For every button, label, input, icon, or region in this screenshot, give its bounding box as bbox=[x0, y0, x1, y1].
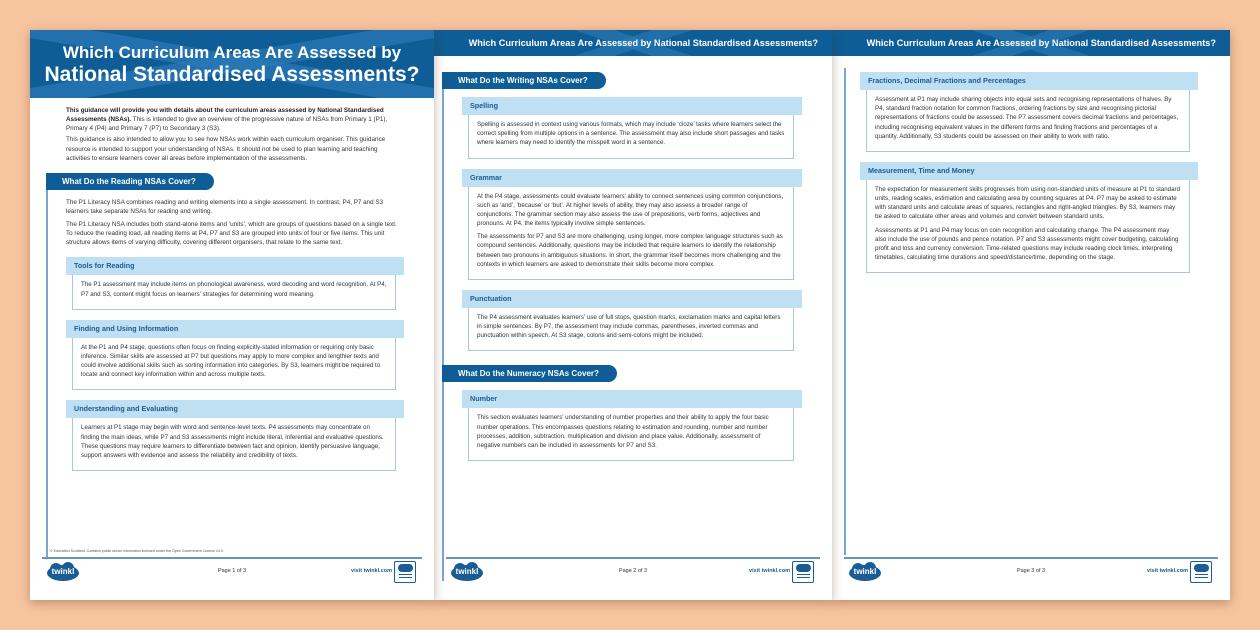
subsection-finding-and-using-information: Finding and Using Information At the P1 and P4 stage, questions often focus on finding explicitly-stated information or requiring only basic inference. Similar skills are assessed at P7 but questions may apply to more complex and lengthier texts and could involve additional skills such as sorting information into categories. By S3, learners might be required to locate and connect key information within and across multiple texts. bbox=[66, 320, 404, 391]
section-rule bbox=[442, 87, 444, 581]
website-link[interactable]: visit twinkl.com bbox=[1147, 568, 1188, 574]
quality-badge-icon bbox=[792, 561, 814, 583]
twinkl-logo[interactable]: twinkl bbox=[450, 562, 484, 582]
subsection-title: Measurement, Time and Money bbox=[860, 162, 1198, 180]
section-rule bbox=[844, 68, 846, 555]
subsection-tools-for-reading: Tools for Reading The P1 assessment may include items on phonological awareness, word decoding and word recognition. At P4, P7 and S3, content might focus on learners’ strategies for determining word meaning. bbox=[66, 257, 404, 309]
subsection-grammar: Grammar At the P4 stage, assessments could evaluate learners’ ability to connect sentences using common conjunctions, such as ‘and’, ‘because’ or ‘but’. At higher levels of ability, they may also assess a broader range of conjunctions. The grammar section may also assess the use of prepositions, verb forms, adjectives and pronouns. At P4, the items typically involve simple sentences. The assessments for P7 and S3 are more challenging, using longer, more complex language structures such as compound sentences. Additionally, questions may be included that require learners to identify the relationship between two pronouns in ambiguous situations. In short, the grammar itself becomes more challenging and the contexts in which learners are asked to demonstrate their skills become more complex. bbox=[462, 169, 802, 280]
numeracy-section-continued bbox=[844, 68, 1230, 273]
subsection-title: Grammar bbox=[462, 169, 802, 187]
subsection-title: Spelling bbox=[462, 97, 802, 115]
subsection-punctuation: Punctuation The P4 assessment evaluates learners’ use of full stops, question marks, exclamation marks and capital letters in simple sentences. By P7, the assessment may include commas, parentheses, inverted commas and punctuation within speech. At S3 stage, colons and semi-colons might be included. bbox=[462, 290, 802, 352]
section-heading: What Do the Writing NSAs Cover? bbox=[442, 72, 606, 89]
page-number: Page 2 of 3 bbox=[618, 568, 648, 574]
page-footer bbox=[434, 560, 832, 586]
writing-section bbox=[442, 70, 832, 461]
section-heading: What Do the Reading NSAs Cover? bbox=[46, 173, 214, 190]
section-rule bbox=[46, 188, 48, 558]
title-strip bbox=[832, 30, 1230, 56]
title-strip bbox=[434, 30, 832, 56]
subsection-understanding-and-evaluating: Understanding and Evaluating Learners at P1 stage may begin with word and sentence-level texts. P4 assessments may concentrate on finding the main ideas, while P7 and S3 assessments might include literal, inferential and evaluative questions. These questions may require learners to differentiate between fact and opinion, identify persuasive language, support answers with evidence and assess the reliability and credibility of texts. bbox=[66, 400, 404, 471]
subsection-fractions: Fractions, Decimal Fractions and Percentages Assessment at P1 may include sharing objects into equal sets and recognising representations of halves. By P4, standard fraction notation for common fractions, ordering fractions by size and recognising pictorial representations of fractions could be assessed. The P7 assessment covers decimal fractions and percentages, including recognising equivalent values in the different forms and finding fractions and percentages of a quantity. Additionally, S3 students could be assessed on their ability to work with ratio. bbox=[860, 72, 1198, 152]
document-title: Which Curriculum Areas Are Assessed by National Standardised Assessments? bbox=[468, 38, 818, 48]
page-number: Page 1 of 3 bbox=[217, 568, 247, 574]
page-footer bbox=[30, 560, 434, 586]
section-heading: What Do the Numeracy NSAs Cover? bbox=[442, 365, 617, 382]
twinkl-logo[interactable]: twinkl bbox=[46, 562, 80, 582]
subsection-title: Fractions, Decimal Fractions and Percentages bbox=[860, 72, 1198, 90]
website-link[interactable]: visit twinkl.com bbox=[351, 568, 392, 574]
subsection-title: Understanding and Evaluating bbox=[66, 400, 404, 418]
page-footer bbox=[832, 560, 1230, 586]
page-number: Page 3 of 3 bbox=[1016, 568, 1046, 574]
document-page-1 bbox=[30, 30, 434, 600]
document-page-2 bbox=[434, 30, 832, 600]
footer-rule bbox=[844, 557, 1218, 559]
licence-note: © Education Scotland: Contains public sector information licensed under the Open Government Licence v3.0. bbox=[50, 549, 224, 553]
subsection-title: Punctuation bbox=[462, 290, 802, 308]
quality-badge-icon bbox=[1190, 561, 1212, 583]
document-title: Which Curriculum Areas Are Assessed by National Standardised Assessments? bbox=[866, 38, 1216, 48]
document-title: Which Curriculum Areas Are Assessed by National Standardised Assessments? bbox=[44, 43, 420, 86]
subsection-title: Number bbox=[462, 390, 802, 408]
subsection-title: Tools for Reading bbox=[66, 257, 404, 275]
footer-rule bbox=[42, 557, 422, 559]
twinkl-logo[interactable]: twinkl bbox=[848, 562, 882, 582]
subsection-title: Finding and Using Information bbox=[66, 320, 404, 338]
footer-rule bbox=[446, 557, 820, 559]
quality-badge-icon bbox=[394, 561, 416, 583]
website-link[interactable]: visit twinkl.com bbox=[749, 568, 790, 574]
title-banner bbox=[30, 30, 434, 98]
subsection-measurement-time-money: Measurement, Time and Money The expectation for measurement skills progresses from using non-standard units of measure at P1 to standard units, reading scales, estimation and calculating area by counting squares at P4. P7 may be asked to estimate with standard units and calculate areas of squares, rectangles and right-angled triangles. By S3, learners may be asked to calculate other areas and volumes and convert between standard units. Assessments at P1 and P4 may focus on coin recognition and calculating change. The P4 assessment may also include the use of pounds and pence notation. P7 and S3 assessments might cover budgeting, calculating profit and loss and currency conversion. Time-related questions may include reading clock times, interpreting timetables, calculating time durations and speed/distance/time, depending on the stage. bbox=[860, 162, 1198, 273]
numeracy-section bbox=[442, 382, 832, 461]
document-page-3 bbox=[832, 30, 1230, 600]
subsection-number: Number This section evaluates learners’ understanding of number properties and their ability to apply the four basic number operations. This encompasses questions relating to estimation and rounding, number and number processes, addition, subtraction, multiplication and division and place value. Additionally, assessment of negative numbers can be included in assessments for P7 and S3. bbox=[462, 390, 802, 461]
intro-text: This guidance will provide you with details about the curriculum areas assessed by National Standardised Assessments (NSAs). This is intended to give an overview of the progressive nature of NSAs from Primary 1 (P1), Primary 4 (P4) and Primary 7 (P7) to Secondary 3 (S3). This guidance is also intended to allow you to see how NSAs work within each curriculum organiser. This guidance resource is intended to support your understanding of NSAs. It should not be used to plan learning and teaching activities to ensure learners cover all areas before implementation of the assessments. bbox=[66, 107, 388, 162]
subsection-spelling: Spelling Spelling is assessed in context using various formats, which may include ‘cloze’ tasks where learners select the correct spelling from multiple options in a sentence. The assessment may also include short passages and tasks where learners may need to identify the misspelt word in a sentence. bbox=[462, 97, 802, 159]
reading-section: What Do the Reading NSAs Cover? The P1 Literacy NSA combines reading and writing elements into a single assessment. In contrast, P4, P7 and S3 learners take separate NSAs for reading and writing. The P1 Literacy NSA includes both stand-alone items and ‘units’, which are groups of questions based on a single text. To reduce the reading load, all reading items at P4, P7 and S3 are grouped into units of four or five items. This unit structure allows items of varying difficulty, covering different organisers, that relate to the same text. Tools for Reading The P1 assessment may include items on phonological awareness, word decoding and word recognition. At P4, P7 and S3, content might focus on learners’ strategies for determining word meaning. Finding and Using Information At the P1 and P4 stage, questions often focus on finding explicitly-stated information or requiring only basic inference. Similar skills are assessed at P7 but questions may apply to more complex and lengthier texts and could involve additional skills such as sorting information into categories. By S3, learners might be required to locate and connect key information within and across multiple texts. Understanding and Evaluating Learners at P1 stage may begin with word and sentence-level texts. P4 assessments may concentrate on finding the main ideas, while P7 and S3 assessments might include literal, inferential and evaluative questions. These questions may require learners to differentiate between fact and opinion, identify persuasive language, support answers with evidence and assess the reliability and credibility of texts. bbox=[46, 171, 434, 471]
